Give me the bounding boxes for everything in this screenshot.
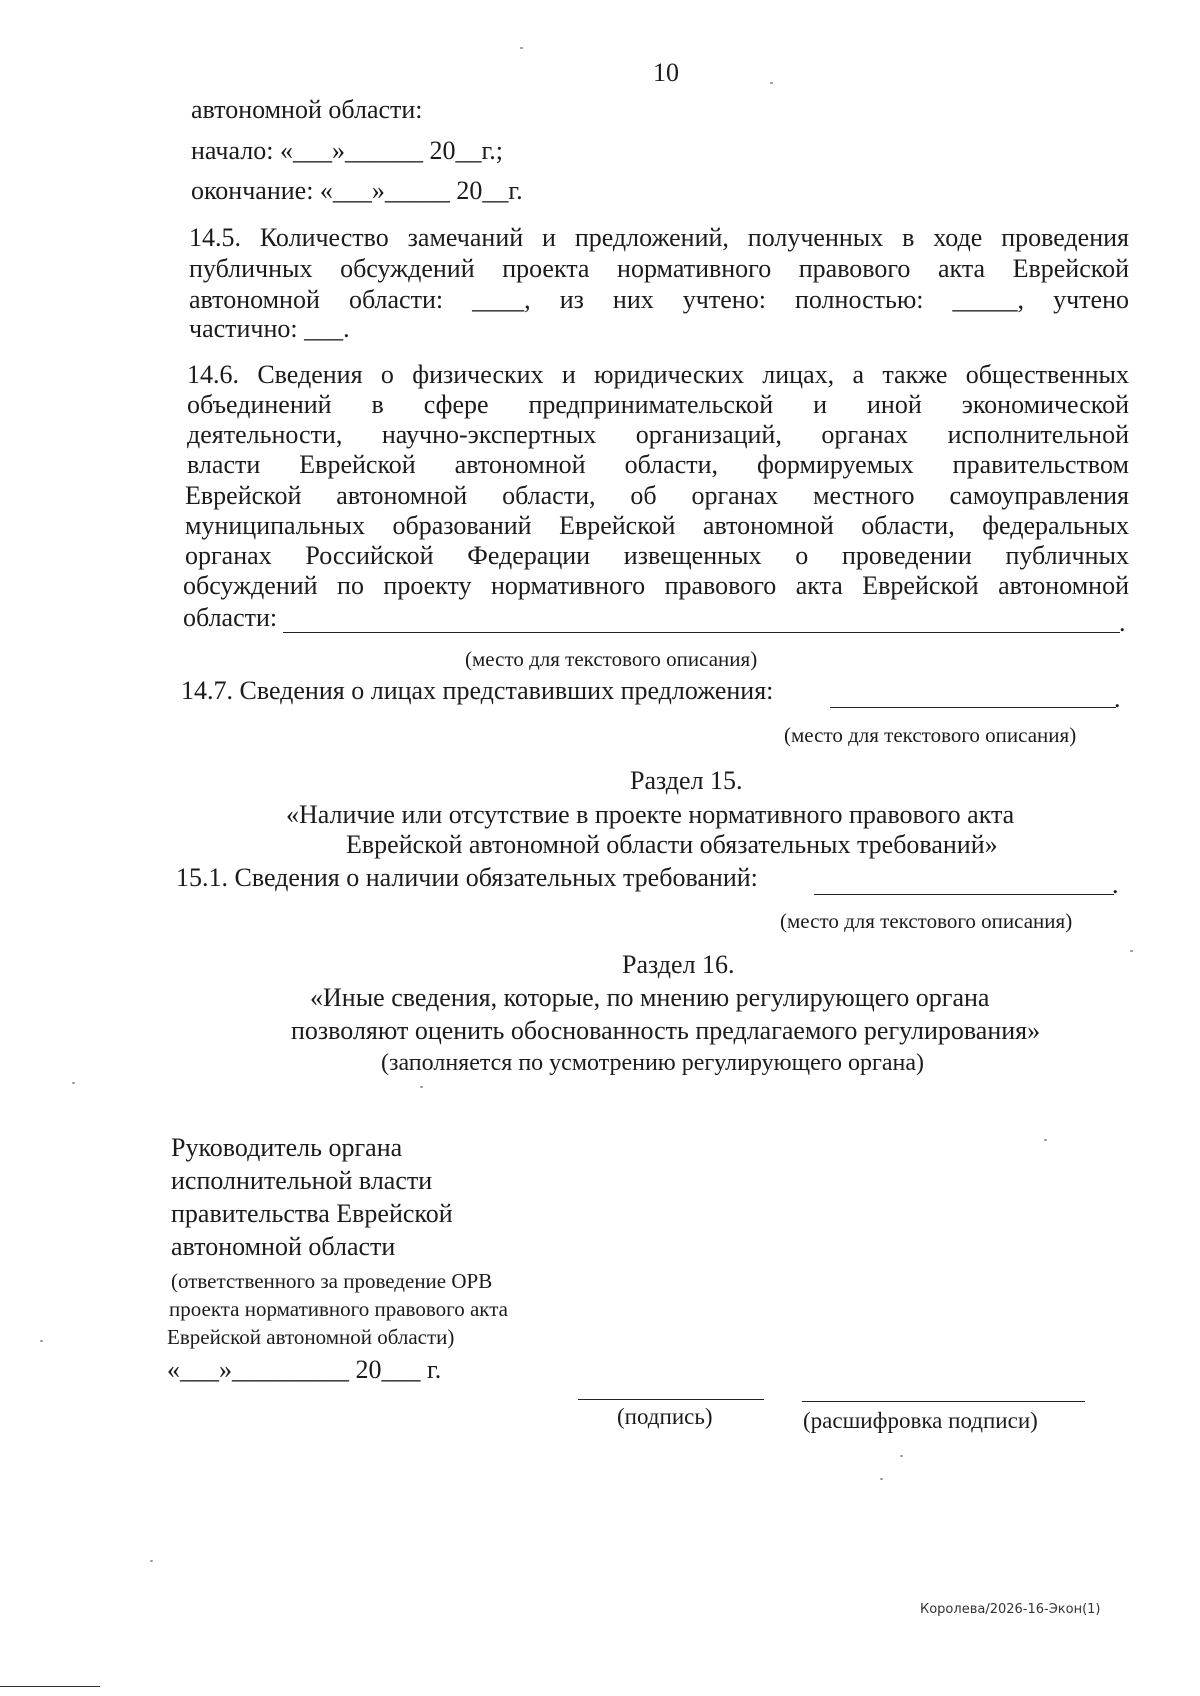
scan-speck: [72, 1082, 75, 1084]
top-line: автономной области:: [191, 95, 423, 124]
start-date-line: начало: «___»______ 20__г.;: [191, 136, 503, 165]
para-14-6-line: обсуждений по проекту нормативного правового акта Еврейской автономной: [183, 571, 1129, 600]
document-code: Королева/2026-16-Экон(1): [920, 1602, 1101, 1617]
section-16-heading: Раздел 16.: [622, 950, 735, 979]
para-14-6-last-line: области:: [183, 603, 278, 632]
scan-speck: [40, 1340, 43, 1342]
para-15-1: 15.1. Сведения о наличии обязательных требований:: [176, 863, 758, 892]
para-14-5-line: 14.5. Количество замечаний и предложений, полученных в ходе проведения: [189, 223, 1129, 252]
section-15-heading: Раздел 15.: [630, 766, 743, 795]
section-15-title: «Наличие или отсутствие в проекте нормативного правового акта: [286, 800, 1015, 829]
text-entry-line: [283, 632, 1120, 633]
signature-caption: (подпись): [617, 1404, 713, 1429]
signature-title-line: Руководитель органа: [171, 1133, 403, 1162]
page-number: 10: [653, 58, 679, 87]
scan-speck: [770, 82, 773, 84]
para-14-5-line: автономной области: ____, из них учтено: полностью: _____, учтено: [189, 285, 1129, 314]
section-16-title: позволяют оценить обоснованность предлагаемого регулирования»: [291, 1016, 1041, 1045]
scan-speck: [150, 1560, 153, 1562]
scan-speck: [420, 1086, 423, 1088]
signature-title-line: исполнительной власти: [171, 1166, 433, 1195]
scan-speck: [1044, 1139, 1047, 1141]
signature-note-line: (ответственного за проведение ОРВ: [171, 1269, 493, 1293]
signature-decode-caption: (расшифровка подписи): [803, 1408, 1038, 1433]
para-14-7: 14.7. Сведения о лицах представивших предложения:: [181, 676, 774, 705]
signature-note-line: Еврейской автономной области): [167, 1325, 455, 1349]
edge-line: [0, 1686, 100, 1687]
line-end-dot: .: [1112, 870, 1119, 899]
para-14-6-line: Еврейской автономной области, об органах местного самоуправления: [185, 481, 1129, 510]
signature-date: «___»_________ 20___ г.: [167, 1355, 442, 1384]
signature-title-line: автономной области: [171, 1232, 396, 1261]
signature-note-line: проекта нормативного правового акта: [169, 1297, 508, 1321]
para-14-6-line: деятельности, научно-экспертных организаций, органах исполнительной: [187, 420, 1129, 449]
end-date-line: окончание: «___»_____ 20__г.: [191, 176, 523, 205]
scan-speck: [880, 1478, 883, 1480]
scan-speck: [520, 47, 523, 49]
para-14-6-line: власти Еврейской автономной области, формируемых правительством: [187, 450, 1129, 479]
line-end-dot: .: [1119, 608, 1126, 637]
caption-text-description: (место для текстового описания): [784, 723, 1077, 747]
caption-text-description: (место для текстового описания): [780, 909, 1073, 933]
para-14-6-line: органах Российской Федерации извещенных о проведении публичных: [185, 541, 1129, 570]
text-entry-line: [830, 707, 1116, 708]
scan-speck: [900, 1455, 903, 1457]
text-entry-line: [814, 894, 1114, 895]
para-14-6-line: 14.6. Сведения о физических и юридических лицах, а также общественных: [187, 360, 1129, 389]
section-16-note: (заполняется по усмотрению регулирующего органа): [381, 1050, 924, 1076]
signature-decode-line: [802, 1401, 1085, 1402]
signature-line: [578, 1399, 764, 1400]
para-14-5-line: частично: ___.: [189, 314, 350, 343]
para-14-5-line: публичных обсуждений проекта нормативного правового акта Еврейской: [189, 254, 1129, 283]
para-14-6-line: объединений в сфере предпринимательской и иной экономической: [187, 390, 1129, 419]
line-end-dot: .: [1114, 684, 1121, 713]
para-14-6-line: муниципальных образований Еврейской автономной области, федеральных: [185, 511, 1129, 540]
scan-speck: [1130, 950, 1133, 952]
caption-text-description: (место для текстового описания): [465, 647, 758, 671]
section-16-title: «Иные сведения, которые, по мнению регулирующего органа: [310, 983, 990, 1012]
section-15-title: Еврейской автономной области обязательных требований»: [346, 830, 998, 859]
signature-title-line: правительства Еврейской: [171, 1199, 453, 1228]
